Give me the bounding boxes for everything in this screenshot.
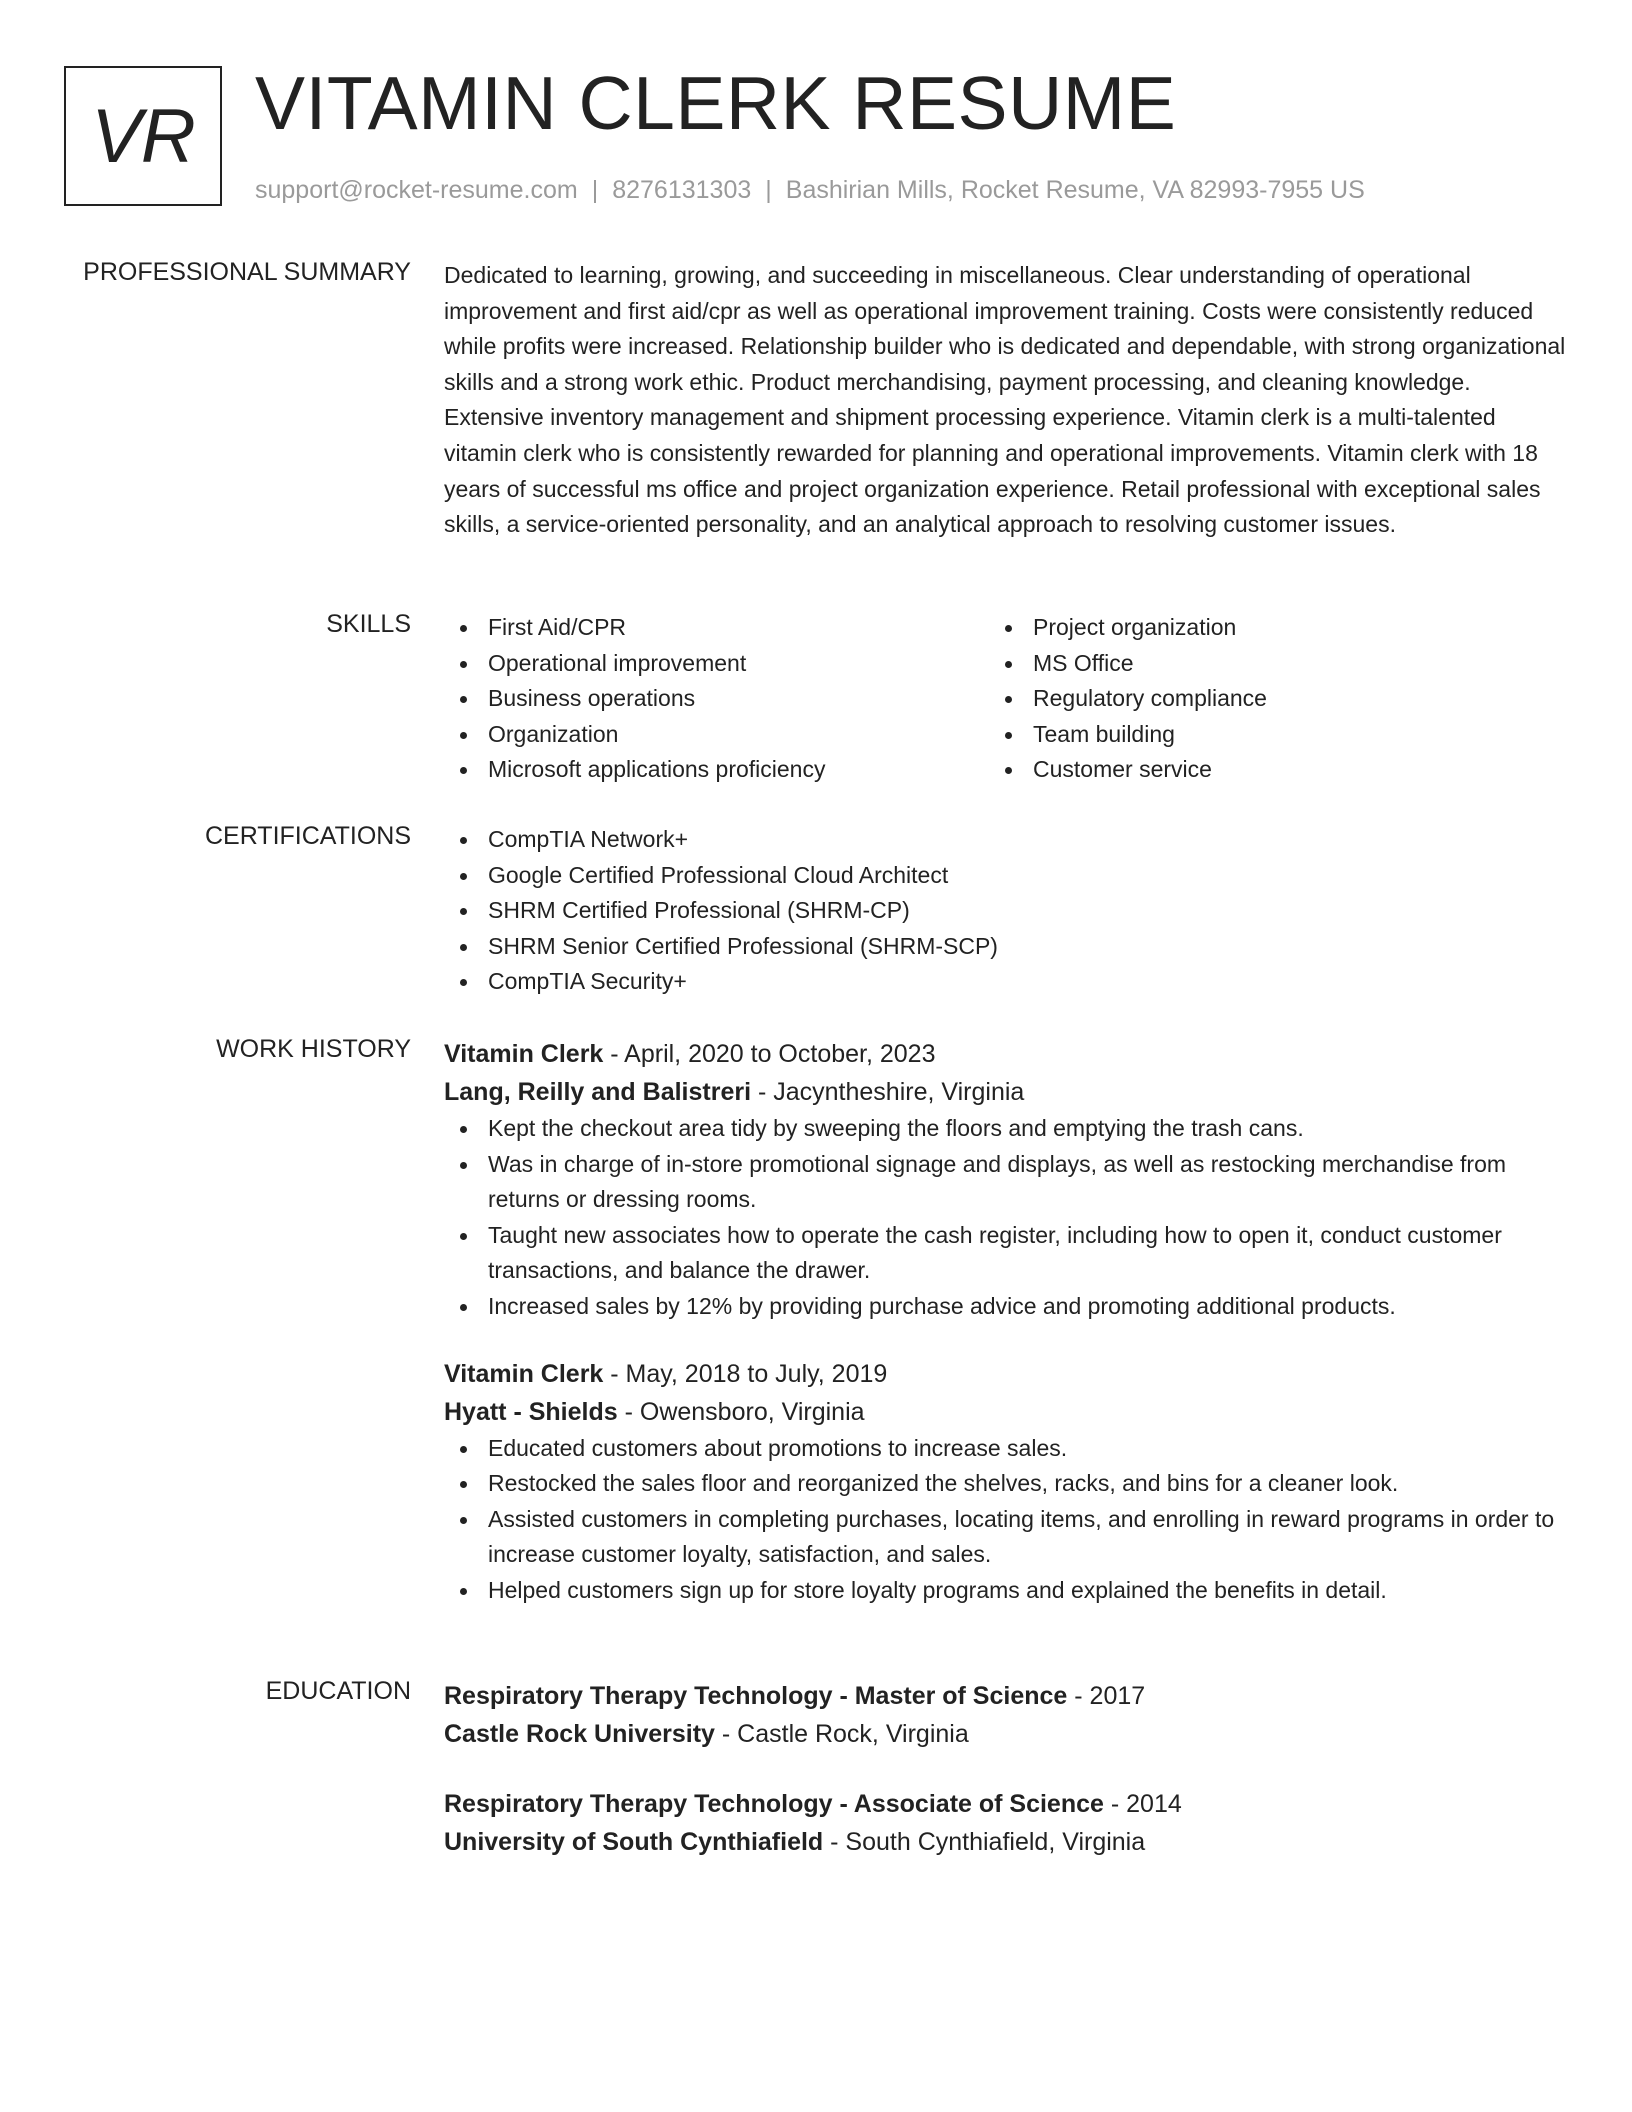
section-label-work-history: WORK HISTORY xyxy=(216,1035,411,1063)
job-dates: - May, 2018 to July, 2019 xyxy=(603,1359,888,1388)
education-entry xyxy=(444,1677,1568,1753)
job-title: Vitamin Clerk xyxy=(444,1040,604,1068)
skill-item: Business operations xyxy=(444,681,989,717)
job-company-line xyxy=(444,1073,1568,1111)
education-degree-line xyxy=(444,1677,1568,1715)
job-bullet: Kept the checkout area tidy by sweeping the floors and emptying the trash cans. xyxy=(444,1111,1568,1147)
job-bullet: Taught new associates how to operate the cash register, including how to open it, conduct customer transactions, and balance the drawer. xyxy=(444,1218,1568,1289)
certification-item: Google Certified Professional Cloud Architect xyxy=(444,858,1568,894)
certification-item: SHRM Certified Professional (SHRM-CP) xyxy=(444,893,1568,929)
contact-address: Bashirian Mills, Rocket Resume, VA 82993-7955 US xyxy=(785,176,1365,204)
education-location: - South Cynthiafield, Virginia xyxy=(823,1828,1146,1856)
education-year: - 2017 xyxy=(1067,1682,1146,1710)
job-dates: - April, 2020 to October, 2023 xyxy=(603,1040,936,1068)
education-school-line xyxy=(444,1715,1568,1753)
skills-column-1 xyxy=(444,610,989,788)
skills-column-2 xyxy=(989,610,1534,788)
skill-item: Operational improvement xyxy=(444,646,989,682)
education-body xyxy=(444,1677,1568,1861)
resume-header xyxy=(64,61,1568,214)
work-history-body xyxy=(444,1035,1568,1609)
monogram-badge: VR xyxy=(64,66,222,206)
resume-title: VITAMIN CLERK RESUME xyxy=(255,61,1177,145)
summary-text: Dedicated to learning, growing, and succeeding in miscellaneous. Clear understanding of operational improvement and first aid/cpr as well as operational improvement training. Costs were consistently reduced while profits were increased. Relationship builder who is dedicated and dependable, with strong organizational skills and a strong work ethic. Product merchandising, payment processing, and cleaning knowledge. Extensive inventory management and shipment processing experience. Vitamin clerk is a multi-talented vitamin clerk who is consistently rewarded for planning and operational improvements. Vitamin clerk with 18 years of successful ms office and project organization experience. Retail professional with exceptional sales skills, a service-oriented personality, and an analytical approach to resolving customer issues. xyxy=(444,262,1566,538)
education-school: University of South Cynthiafield xyxy=(444,1828,824,1856)
job-company-line xyxy=(444,1393,1568,1431)
contact-phone[interactable]: 8276131303 xyxy=(612,176,752,204)
job-bullet: Assisted customers in completing purchases, locating items, and enrolling in reward programs in order to increase customer loyalty, satisfaction, and sales. xyxy=(444,1502,1568,1573)
education-degree: Respiratory Therapy Technology - Associate of Science xyxy=(444,1790,1104,1818)
skills-body xyxy=(444,610,1568,788)
skill-item: Microsoft applications proficiency xyxy=(444,752,989,788)
job-title: Vitamin Clerk xyxy=(444,1359,604,1388)
job-bullet: Was in charge of in-store promotional signage and displays, as well as restocking merchandise from returns or dressing rooms. xyxy=(444,1147,1568,1218)
job-entry xyxy=(444,1035,1568,1325)
job-bullet: Increased sales by 12% by providing purchase advice and promoting additional products. xyxy=(444,1289,1568,1325)
skill-item: Team building xyxy=(989,717,1534,753)
certification-item: SHRM Senior Certified Professional (SHRM-SCP) xyxy=(444,929,1568,965)
summary-body xyxy=(444,258,1568,543)
section-label-skills: SKILLS xyxy=(326,610,411,638)
certification-item: CompTIA Security+ xyxy=(444,964,1568,1000)
education-school-line xyxy=(444,1823,1568,1861)
contact-separator: | xyxy=(765,176,772,204)
job-bullet: Restocked the sales floor and reorganized the shelves, racks, and bins for a cleaner look. xyxy=(444,1466,1568,1502)
section-label-education: EDUCATION xyxy=(265,1677,411,1705)
job-bullet: Helped customers sign up for store loyalty programs and explained the benefits in detail. xyxy=(444,1573,1568,1609)
job-location: - Jacyntheshire, Virginia xyxy=(751,1078,1025,1106)
skill-item: MS Office xyxy=(989,646,1534,682)
certifications-body xyxy=(444,822,1568,1000)
job-title-line xyxy=(444,1035,1568,1073)
skill-item: Customer service xyxy=(989,752,1534,788)
job-title-line xyxy=(444,1355,1568,1393)
skill-item: First Aid/CPR xyxy=(444,610,989,646)
job-location: - Owensboro, Virginia xyxy=(617,1397,865,1426)
job-company: Hyatt - Shields xyxy=(444,1397,618,1426)
certification-item: CompTIA Network+ xyxy=(444,822,1568,858)
education-location: - Castle Rock, Virginia xyxy=(714,1720,969,1748)
skill-item: Regulatory compliance xyxy=(989,681,1534,717)
job-bullet: Educated customers about promotions to increase sales. xyxy=(444,1431,1568,1467)
job-bullets xyxy=(444,1111,1568,1325)
education-degree: Respiratory Therapy Technology - Master of Science xyxy=(444,1682,1068,1710)
contact-separator: | xyxy=(591,176,599,204)
education-year: - 2014 xyxy=(1103,1790,1182,1818)
section-label-summary: PROFESSIONAL SUMMARY xyxy=(83,258,411,286)
job-bullets xyxy=(444,1431,1568,1609)
education-school: Castle Rock University xyxy=(444,1720,715,1748)
education-entry xyxy=(444,1785,1568,1861)
skill-item: Project organization xyxy=(989,610,1534,646)
certifications-list xyxy=(444,822,1568,1000)
job-entry xyxy=(444,1355,1568,1609)
section-label-certifications: CERTIFICATIONS xyxy=(204,822,411,850)
contact-line xyxy=(255,176,1365,205)
education-degree-line xyxy=(444,1785,1568,1823)
contact-email[interactable]: support@rocket-resume.com xyxy=(255,176,578,204)
skill-item: Organization xyxy=(444,717,989,753)
job-company: Lang, Reilly and Balistreri xyxy=(444,1078,752,1106)
